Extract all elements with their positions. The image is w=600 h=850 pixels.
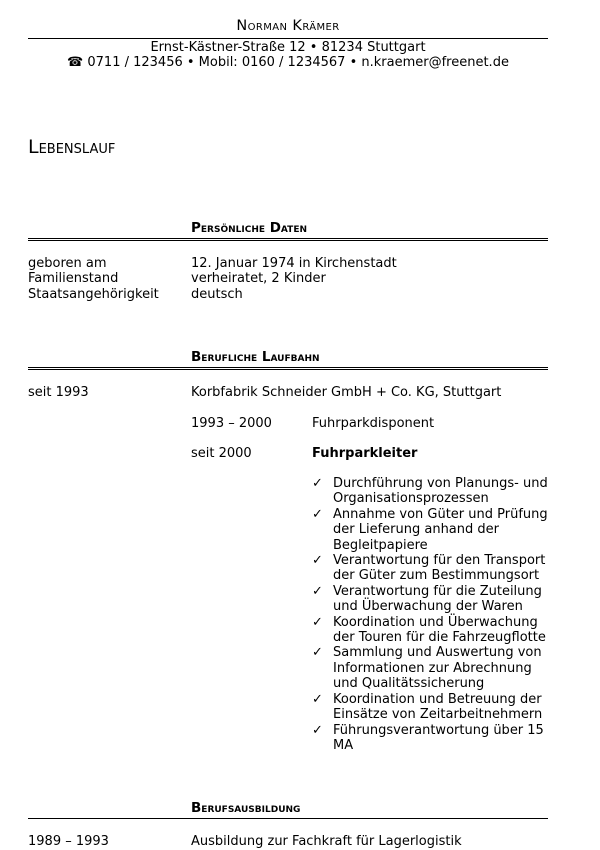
task-text: Verantwortung für den Transport der Güter zum Bestimmungsort bbox=[333, 553, 546, 584]
personal-value-marital: verheiratet, 2 Kinder bbox=[191, 271, 326, 286]
contact-text: 0711 / 123456 • Mobil: 0160 / 1234567 • n.kraemer@freenet.de bbox=[87, 55, 509, 70]
task-text: Durchführung von Planungs- und Organisationsprozessen bbox=[333, 476, 548, 507]
personal-label-birth: geboren am bbox=[28, 256, 107, 271]
task-text: Koordination und Betreuung der Einsätze von Zeitarbeitnehmern bbox=[333, 691, 543, 723]
task-text: Verantwortung für die Zuteilung und Überwachung der Waren bbox=[333, 583, 542, 615]
task-text: Sammlung und Auswertung von Informationen zur Abrechnung und Qualitätssicherung bbox=[333, 645, 542, 692]
header-divider bbox=[28, 38, 548, 39]
check-mark-icon: ✓ bbox=[312, 553, 323, 569]
check-mark-icon: ✓ bbox=[312, 583, 323, 599]
personal-label-nationality: Staatsangehörigkeit bbox=[28, 287, 159, 302]
list-item bbox=[312, 645, 548, 691]
check-mark-icon: ✓ bbox=[312, 691, 323, 707]
position-period: 1993 – 2000 bbox=[191, 416, 272, 431]
document-title: Lebenslauf bbox=[28, 136, 116, 158]
check-mark-icon: ✓ bbox=[312, 722, 323, 738]
list-item bbox=[312, 692, 548, 723]
telephone-icon: ☎ bbox=[67, 55, 84, 70]
personal-value-birth: 12. Januar 1974 in Kirchenstadt bbox=[191, 256, 397, 271]
task-text: Annahme von Güter und Prüfung der Lieferung anhand der Begleitpapiere bbox=[333, 506, 548, 553]
list-item bbox=[312, 507, 548, 553]
address-line: Ernst-Kästner-Straße 12 • 81234 Stuttgart bbox=[150, 40, 426, 55]
career-period: seit 1993 bbox=[28, 385, 89, 400]
section-divider-education bbox=[28, 818, 548, 819]
position-role: Fuhrparkdisponent bbox=[312, 416, 435, 431]
career-employer: Korbfabrik Schneider GmbH + Co. KG, Stuttgart bbox=[191, 385, 502, 400]
check-mark-icon: ✓ bbox=[312, 476, 323, 491]
section-heading-personal: Persönliche Daten bbox=[191, 220, 307, 236]
personal-value-nationality: deutsch bbox=[191, 287, 243, 302]
list-item bbox=[312, 723, 548, 754]
list-item bbox=[312, 476, 548, 507]
personal-label-marital: Familienstand bbox=[28, 271, 119, 286]
section-divider-personal bbox=[28, 238, 548, 241]
list-item bbox=[312, 615, 548, 646]
section-divider-career bbox=[28, 367, 548, 370]
task-text: Koordination und Überwachung der Touren für die Fahrzeugflotte bbox=[333, 614, 546, 646]
list-item bbox=[312, 553, 548, 584]
applicant-name: Norman Krämer bbox=[236, 18, 340, 34]
check-mark-icon: ✓ bbox=[312, 506, 323, 522]
list-item bbox=[312, 584, 548, 615]
check-mark-icon: ✓ bbox=[312, 614, 323, 630]
section-heading-education: Berufsausbildung bbox=[191, 800, 301, 816]
position-period: seit 2000 bbox=[191, 446, 252, 461]
education-value: Ausbildung zur Fachkraft für Lagerlogistik bbox=[191, 834, 462, 849]
contact-line bbox=[28, 55, 548, 70]
education-period: 1989 – 1993 bbox=[28, 834, 109, 849]
section-heading-career: Berufliche Laufbahn bbox=[191, 349, 320, 365]
position-role: Fuhrparkleiter bbox=[312, 446, 418, 461]
task-list bbox=[312, 476, 548, 753]
task-text: Führungsverantwortung über 15 MA bbox=[333, 722, 544, 753]
check-mark-icon: ✓ bbox=[312, 645, 323, 661]
